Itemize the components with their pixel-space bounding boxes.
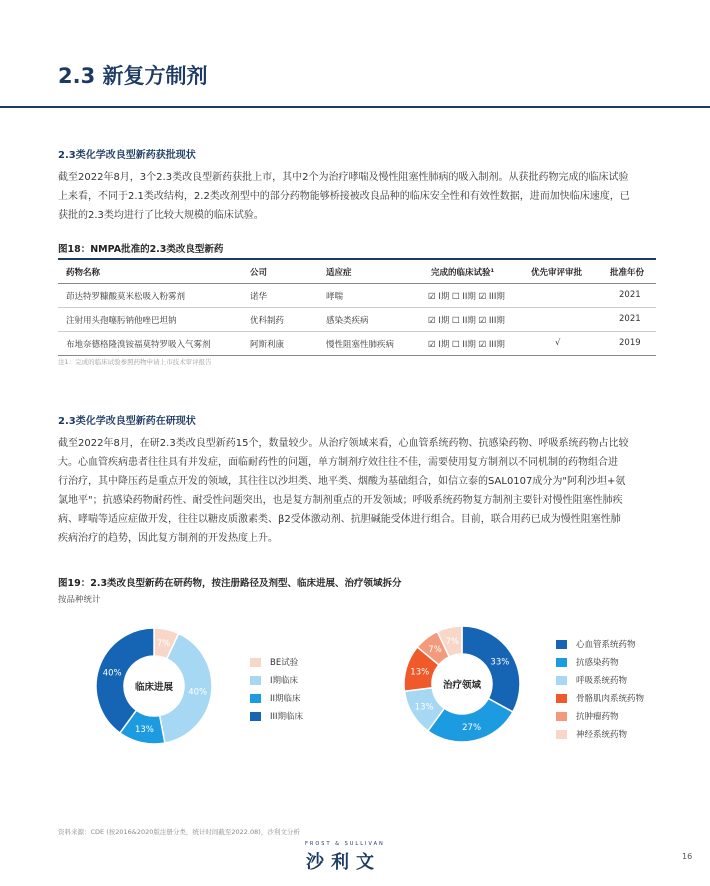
legend-swatch bbox=[250, 712, 261, 721]
legend-label: 抗感染药物 bbox=[576, 658, 619, 668]
section2-line: 病、哮喘等适应症做开发，往往以糖皮质激素类、β2受体激动剂、抗胆碱能受体进行组合。目前，联合用药已成为慢性阻塞性肺 bbox=[58, 514, 621, 525]
table-footnote: 注1：完成的临床试验参照药物申请上市技术审评报告 bbox=[58, 358, 212, 366]
legend-swatch bbox=[556, 676, 567, 685]
legend-label: 呼吸系统药物 bbox=[576, 676, 628, 686]
figure18-title: 图18：NMPA批准的2.3类改良型新药 bbox=[58, 244, 224, 255]
legend-label: 心血管系统药物 bbox=[576, 640, 636, 650]
donut-2-data-label: 33% bbox=[490, 657, 510, 668]
section2-line: 疾病治疗的趋势，因此复方制剂的开发热度上升。 bbox=[58, 533, 278, 544]
section2-heading: 2.3类化学改良型新药在研现状 bbox=[58, 416, 196, 427]
donut-2-data-label: 7% bbox=[445, 637, 460, 648]
donut-1-data-label: 40% bbox=[188, 687, 208, 698]
page-number: 16 bbox=[682, 852, 693, 861]
legend-label: 神经系统药物 bbox=[576, 730, 628, 740]
cell-year: 2021 bbox=[619, 314, 641, 324]
legend-swatch bbox=[250, 694, 261, 703]
cell-indication: 哮喘 bbox=[326, 292, 344, 302]
legend-label: II期临床 bbox=[270, 694, 301, 704]
cell-trials: ☑ I期 ☐ II期 ☑ III期 bbox=[428, 316, 505, 326]
section1-line: 获批的2.3类均进行了比较大规模的临床试验。 bbox=[58, 210, 264, 221]
legend-swatch bbox=[250, 676, 261, 685]
section2-line: 行治疗，其中降压药是重点开发的领域，其往往以沙坦类、地平类、烟酸为基础组合，如信立泰的SAL0107成分为"阿利沙坦+氨 bbox=[58, 476, 626, 487]
col-header-drug: 药物名称 bbox=[66, 268, 101, 278]
legend-swatch bbox=[556, 640, 567, 649]
cell-indication: 感染类疾病 bbox=[326, 316, 369, 326]
cell-company: 诺华 bbox=[250, 292, 268, 302]
legend-label: I期临床 bbox=[270, 676, 299, 686]
donut-2-data-label: 13% bbox=[410, 667, 430, 678]
legend-label: III期临床 bbox=[270, 712, 304, 722]
donut-1-data-label: 7% bbox=[156, 639, 171, 650]
source-note: 资料来源：CDE (按2016&2020版注册分类，统计时间截至2022.08)，沙利文分析 bbox=[58, 828, 300, 836]
cell-company: 阿斯利康 bbox=[250, 340, 285, 350]
donut-2-data-label: 27% bbox=[462, 722, 482, 733]
legend-label: 骨骼肌肉系统药物 bbox=[576, 694, 645, 704]
legend-swatch bbox=[250, 658, 261, 667]
section1-line: 截至2022年8月，3个2.3类改良型新药获批上市，其中2个为治疗哮喘及慢性阻塞性肺病的吸入制剂。从获批药物完成的临床试验 bbox=[58, 172, 629, 183]
figure19-subcaption: 按品种统计 bbox=[58, 595, 101, 605]
col-header-year: 批准年份 bbox=[610, 268, 645, 278]
col-header-priority: 优先审评审批 bbox=[531, 268, 583, 278]
figure19-title: 图19：2.3类改良型新药在研药物，按注册路径及剂型、临床进展、治疗领域拆分 bbox=[58, 578, 402, 589]
company-logo: 沙利文 bbox=[306, 852, 381, 873]
col-header-trials: 完成的临床试验¹ bbox=[431, 268, 495, 278]
col-header-indication: 适应症 bbox=[326, 268, 352, 278]
cell-drug: 注射用头孢噻肟钠他唑巴坦钠 bbox=[66, 316, 177, 326]
cell-trials: ☑ I期 ☐ II期 ☑ III期 bbox=[428, 340, 505, 350]
donut-1-data-label: 13% bbox=[134, 724, 154, 735]
donut-2-center-title: 治疗领域 bbox=[442, 680, 482, 691]
cell-drug: 茚达特罗糠酸莫米松吸入粉雾剂 bbox=[66, 292, 186, 302]
logo-tagline: FROST & SULLIVAN bbox=[305, 841, 385, 847]
donut-2-data-label: 7% bbox=[428, 645, 442, 656]
section1-line: 上来看，不同于2.1类改结构，2.2类改剂型中的部分药物能够桥接被改良品种的临床安全性和有效性数据，进而加快临床速度，已 bbox=[58, 191, 630, 202]
legend-label: 抗肿瘤药物 bbox=[576, 712, 619, 722]
cell-year: 2021 bbox=[619, 290, 641, 300]
section2-line: 大。心血管疾病患者往往具有并发症，面临耐药性的问题，单方制剂疗效往往不佳，需要使用复方制剂以不同机制的药物组合进 bbox=[58, 457, 618, 468]
section2-line: 氯地平"；抗感染药物耐药性、耐受性问题突出，也是复方制剂重点的开发领域；呼吸系统药物复方制剂主要针对慢性阻塞性肺疾 bbox=[58, 495, 623, 506]
col-header-company: 公司 bbox=[250, 268, 268, 278]
cell-year: 2019 bbox=[619, 338, 641, 348]
cell-indication: 慢性阻塞性肺疾病 bbox=[326, 340, 395, 350]
legend-label: BE试验 bbox=[270, 658, 299, 668]
section1-heading: 2.3类化学改良型新药获批现状 bbox=[58, 150, 196, 161]
cell-company: 优科制药 bbox=[250, 316, 285, 326]
donut-1-data-label: 40% bbox=[102, 668, 122, 679]
legend-swatch bbox=[556, 730, 567, 739]
legend-swatch bbox=[556, 658, 567, 667]
section2-line: 截至2022年8月，在研2.3类改良型新药15个，数量较少。从治疗领域来看，心血管系统药物、抗感染药物、呼吸系统药物占比较 bbox=[58, 438, 629, 449]
cell-trials: ☑ I期 ☐ II期 ☑ III期 bbox=[428, 292, 505, 302]
page-title: 2.3 新复方制剂 bbox=[58, 64, 208, 88]
cell-priority: √ bbox=[555, 338, 561, 348]
donut-1-center-title: 临床进展 bbox=[134, 682, 174, 693]
cell-drug: 布地奈德格隆溴铵福莫特罗吸入气雾剂 bbox=[66, 340, 211, 350]
donut-2-data-label: 13% bbox=[414, 702, 434, 713]
legend-swatch bbox=[556, 694, 567, 703]
legend-swatch bbox=[556, 712, 567, 721]
